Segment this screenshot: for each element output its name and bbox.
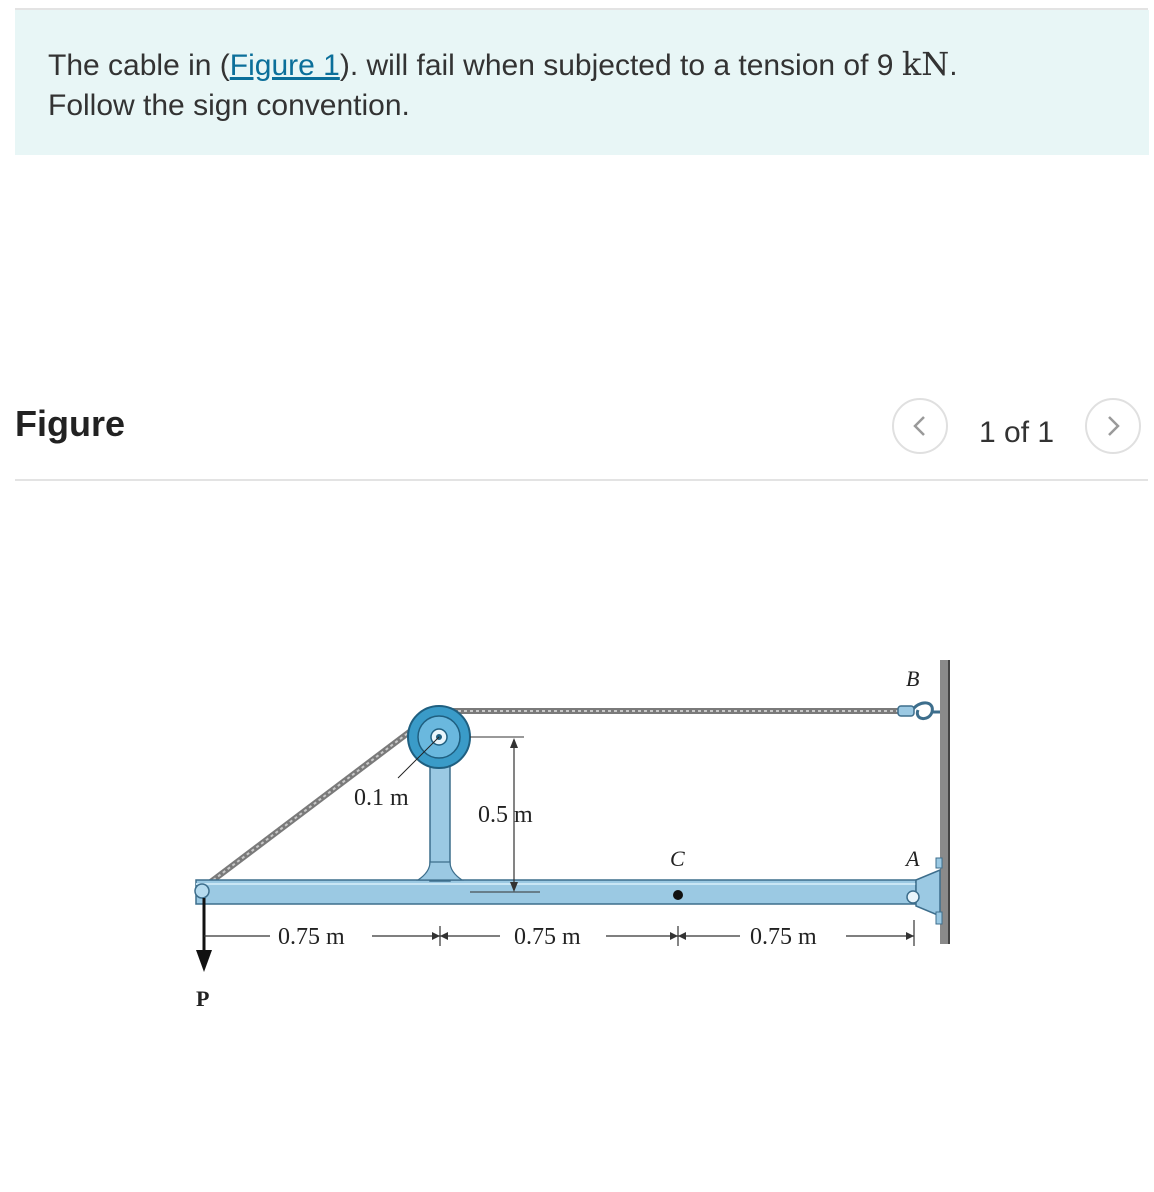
cable: [204, 711, 912, 887]
point-c-label: C: [670, 846, 685, 871]
height-label: 0.5 m: [478, 802, 533, 828]
horizontal-beam: [195, 880, 916, 904]
point-b-label: B: [906, 666, 920, 691]
figure-link[interactable]: Figure 1: [229, 49, 340, 82]
problem-text-before: The cable in (: [48, 49, 230, 82]
problem-text-end: .: [949, 49, 958, 82]
problem-line-2: Follow the sign convention.: [48, 89, 410, 122]
segment-1-label: 0.75 m: [278, 924, 345, 950]
segment-2-label: 0.75 m: [514, 924, 581, 950]
radius-label: 0.1 m: [354, 785, 409, 811]
figure-pager: 1 of 1: [979, 416, 1055, 449]
problem-text-after: ). will fail when subjected to a tension of 9: [339, 49, 902, 82]
point-a-label: A: [906, 846, 920, 871]
segment-3-label: 0.75 m: [750, 924, 817, 950]
pulley: [398, 706, 470, 778]
hook-b: [898, 703, 940, 719]
load-p-arrow: [196, 898, 212, 972]
wall-support: [940, 660, 950, 944]
point-c-marker: [673, 890, 683, 900]
figure-title: Figure: [15, 403, 126, 444]
tension-unit: kN: [901, 45, 950, 83]
load-p-label: P: [196, 986, 210, 1011]
